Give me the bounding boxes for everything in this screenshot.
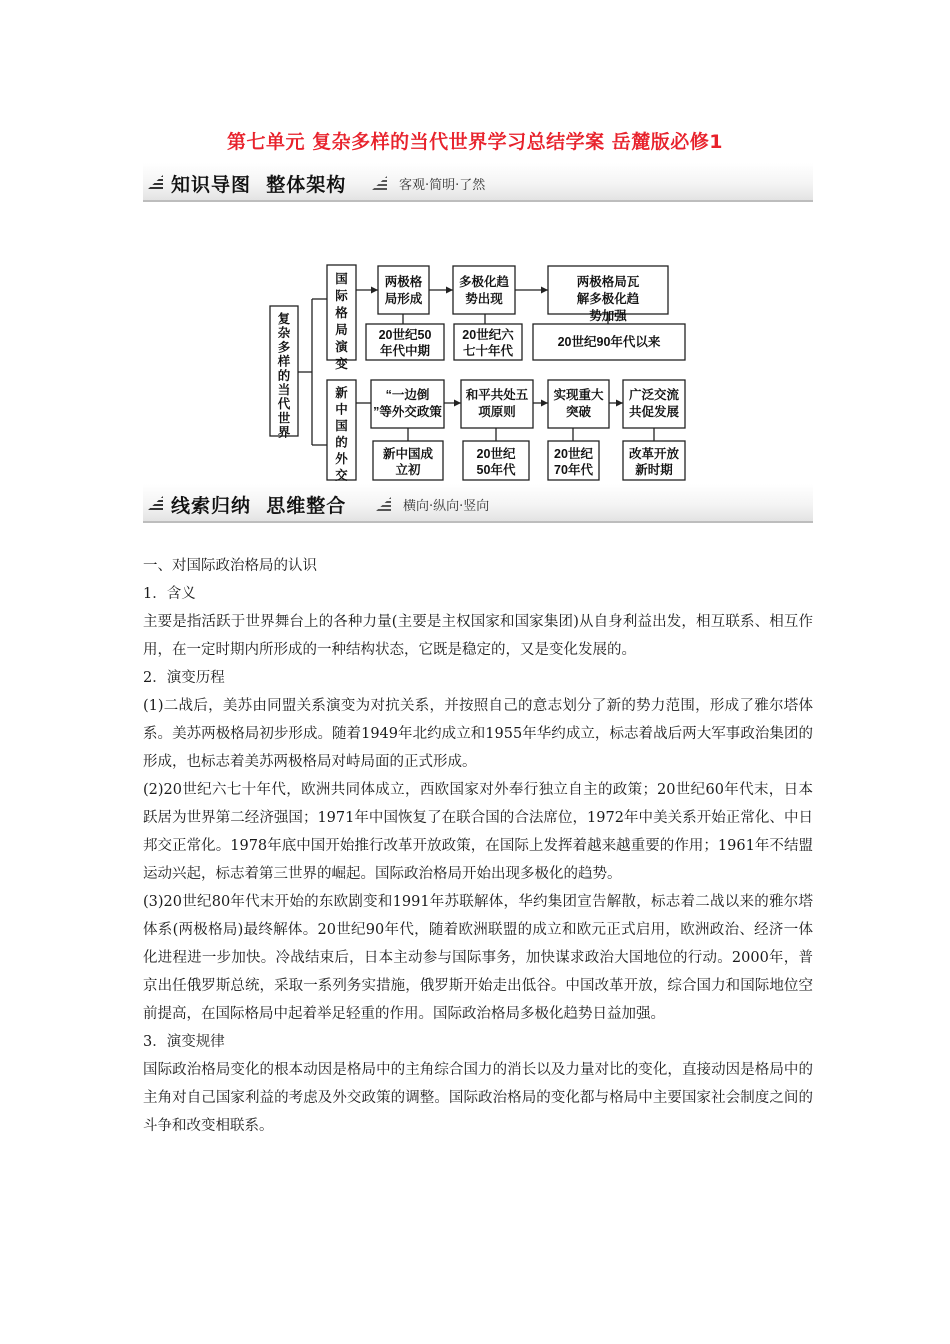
heading-level2: 3．演变规律 bbox=[143, 1034, 225, 1050]
heading-level1: 一、对国际政治格局的认识 bbox=[143, 558, 317, 574]
paragraph: (1)二战后，美苏由同盟关系演变为对抗关系，并按照自己的意志划分了新的势力范围，形成了雅尔塔体系。美苏两极格局初步形成。随着1949年北约成立和1955年华约成立，标志着战后两大军事政治集团的形成，也标志着美苏两极格局对峙局面的正式形成。 bbox=[143, 698, 813, 770]
body-content bbox=[143, 552, 813, 1140]
paragraph: 主要是指活跃于世界舞台上的各种力量(主要是主权国家和国家集团)从自身利益出发，相互联系、相互作用，在一定时期内所形成的一种结构状态，它既是稳定的，又是变化发展的。 bbox=[143, 614, 813, 658]
page-title: 第七单元 复杂多样的当代世界学习总结学案 岳麓版必修1 bbox=[227, 131, 723, 153]
node-label: 20世纪 70年代 bbox=[554, 447, 593, 477]
node-label: 20世纪90年代以来 bbox=[557, 335, 661, 349]
section-subtitle: 横向·纵向·竖向 bbox=[403, 499, 490, 514]
section-subtitle: 客观·简明·了然 bbox=[399, 178, 486, 193]
node-label: 广泛交流共促发展 bbox=[628, 388, 680, 419]
section-heading: 线索归纳 思维整合 bbox=[171, 495, 347, 517]
node-label: 20世纪六七十年代 bbox=[462, 328, 514, 358]
branch-label: 国际格局演变 bbox=[335, 272, 348, 371]
paragraph: 国际政治格局变化的根本动因是格局中的主角综合国力的消长以及力量对比的变化，直接动因是格局中的主角对自己国家利益的考虑及外交政策的调整。国际政治格局的变化都与格局中主要国家社会制度之间的斗争和改变相联系。 bbox=[143, 1062, 813, 1134]
node-label: “一边倒”等外交政策 bbox=[373, 388, 442, 419]
node-label: 新中国成立初 bbox=[382, 447, 434, 477]
node-label: 20世纪50 年代中期 bbox=[378, 328, 432, 358]
heading-level2: 2．演变历程 bbox=[143, 670, 225, 686]
section-divider bbox=[143, 521, 813, 523]
section-heading: 知识导图 整体架构 bbox=[171, 174, 347, 196]
node-label: 20世纪 50年代 bbox=[476, 447, 516, 477]
section-header-clue-summary bbox=[143, 484, 813, 524]
node-label: 实现重大突破 bbox=[553, 388, 604, 419]
node-label: 两极格局瓦解多极化趋势加强 bbox=[576, 275, 640, 323]
node-label: 改革开放新时期 bbox=[628, 447, 680, 477]
node-label: 多极化趋势出现 bbox=[458, 275, 510, 306]
heading-level2: 1．含义 bbox=[143, 586, 196, 602]
node-label: 和平共处五项原则 bbox=[465, 388, 529, 419]
paragraph: (3)20世纪80年代末开始的东欧剧变和1991年苏联解体，华约集团宣告解散，标志着二战以来的雅尔塔体系(两极格局)最终解体。20世纪90年代，随着欧洲联盟的成立和欧元正式启用，欧洲政治、经济一体化进程进一步加快。冷战结束后，日本主动参与国际事务，加快谋求政治大国地位的行动。2000年，普京出任俄罗斯总统，采取一系列务实措施，俄罗斯开始走出低谷。中国改革开放，综合国力和国际地位空前提高，在国际格局中起着举足轻重的作用。国际政治格局多极化趋势日益加强。 bbox=[143, 894, 813, 1022]
paragraph: (2)20世纪六七十年代，欧洲共同体成立，西欧国家对外奉行独立自主的政策；20世纪60年代末，日本跃居为世界第二经济强国；1971年中国恢复了在联合国的合法席位，1972年中美关系开始正常化、中日邦交正常化。1978年底中国开始推行改革开放政策，在国际上发挥着越来越重要的作用；1961年不结盟运动兴起，标志着第三世界的崛起。国际政治格局开始出现多极化的趋势。 bbox=[143, 782, 813, 882]
node-label: 两极格局形成 bbox=[384, 275, 423, 306]
branch-label: 新中国的外交 bbox=[335, 386, 348, 483]
root-label: 复杂多样的当代世界 bbox=[277, 312, 291, 440]
